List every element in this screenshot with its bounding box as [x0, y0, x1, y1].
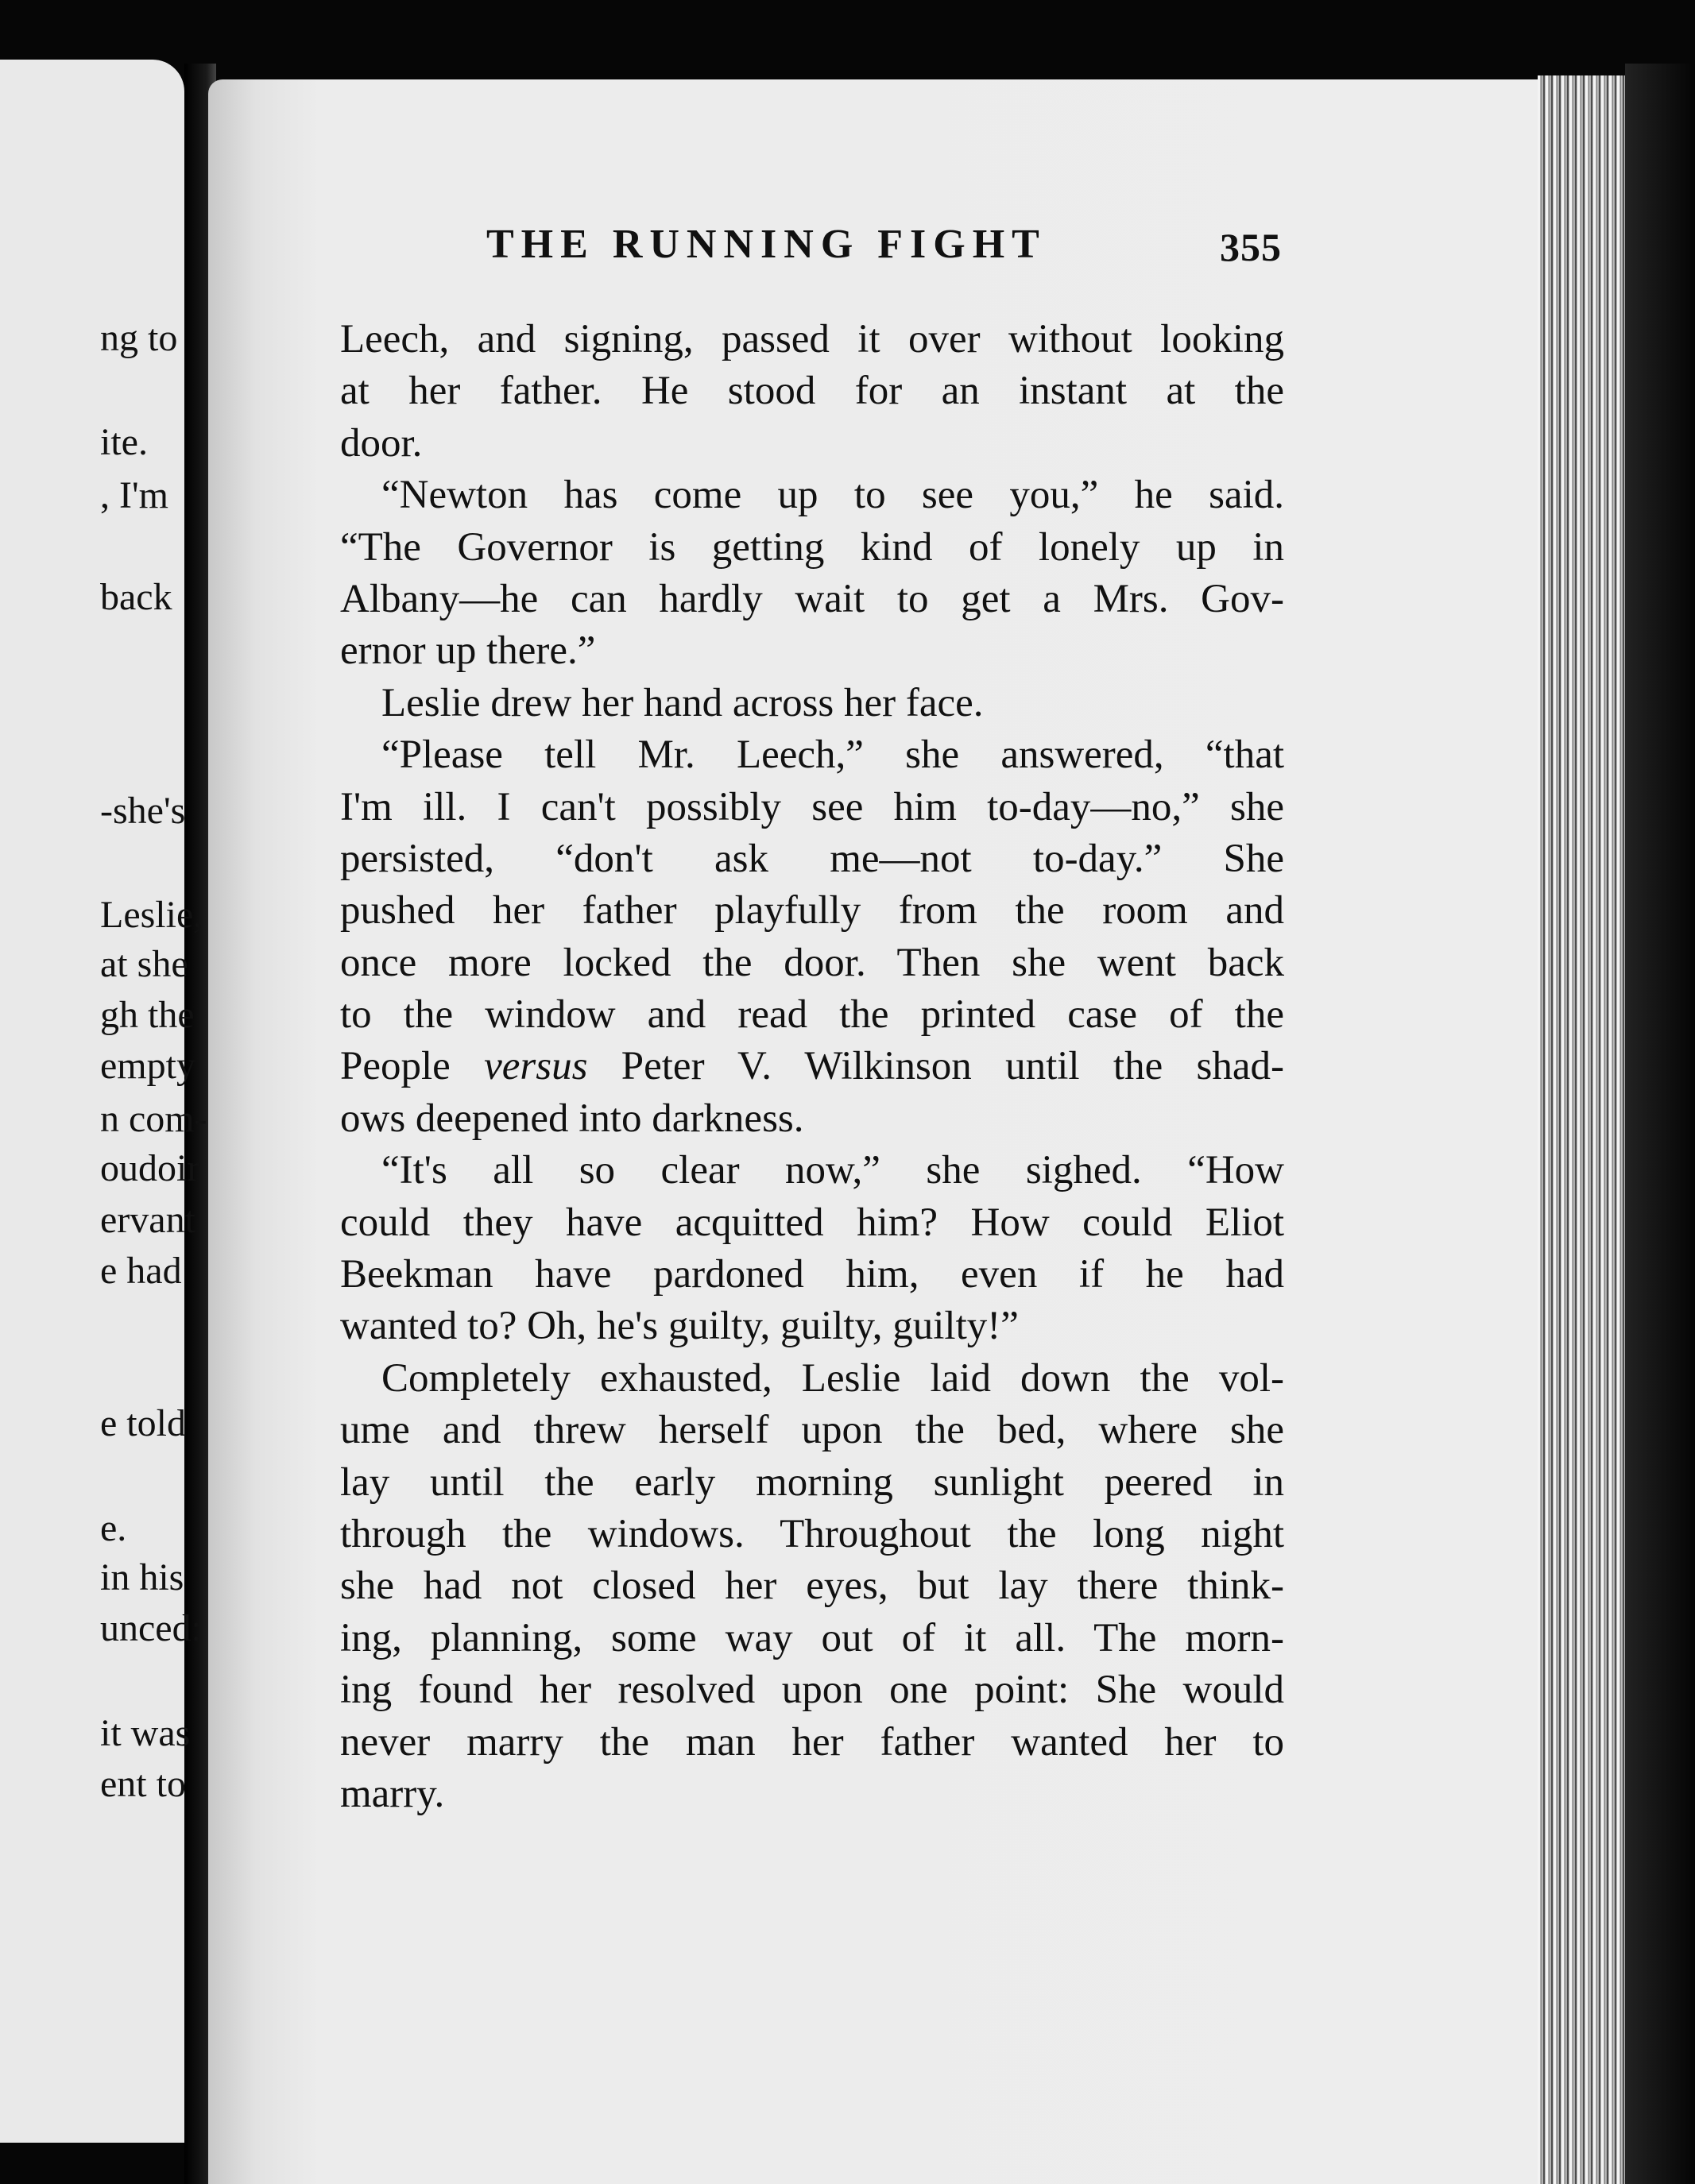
text-line: Beekman have pardoned him, even if he had: [340, 1252, 1284, 1297]
left-page-text: [0, 0, 207, 2184]
left-fragment: ervant: [100, 1199, 195, 1241]
text-line: lay until the early morning sunlight peered in: [340, 1459, 1284, 1505]
left-fragment: gh the: [100, 994, 195, 1036]
text-line: Leech, and signing, passed it over without looking: [340, 317, 1284, 361]
text-line: ing, planning, some way out of it all. The morn-: [340, 1615, 1284, 1660]
running-head: THE RUNNING FIGHT: [486, 222, 1047, 267]
text-line: through the windows. Throughout the long night: [340, 1511, 1284, 1556]
left-fragment: empty: [100, 1045, 195, 1087]
left-fragment: -she's: [100, 790, 186, 832]
text-line: “Newton has come up to see you,” he said.: [381, 473, 1284, 518]
left-fragment: back: [100, 576, 172, 618]
text-line: “The Governor is getting kind of lonely up in: [340, 524, 1284, 570]
text-line: Albany—he can hardly wait to get a Mrs. Gov-: [340, 576, 1284, 621]
text-line: to the window and read the printed case of the: [340, 992, 1284, 1038]
text-line: she had not closed her eyes, but lay there think-: [340, 1564, 1284, 1609]
text-line: door.: [340, 420, 423, 466]
text-line: People versus Peter V. Wilkinson until the shad-: [340, 1044, 1284, 1089]
text-line: I'm ill. I can't possibly see him to-day—no,” she: [340, 784, 1284, 829]
italic-word: versus: [484, 1044, 588, 1089]
text-line: could they have acquitted him? How could Eliot: [340, 1200, 1284, 1245]
text-line: at her father. He stood for an instant at the: [340, 369, 1284, 414]
left-fragment: e had: [100, 1250, 182, 1292]
text-line: persisted, “don't ask me—not to-day.” She: [340, 836, 1284, 881]
left-fragment: e.: [100, 1507, 127, 1549]
text-line: ows deepened into darkness.: [340, 1096, 804, 1141]
left-fragment: ng to: [100, 317, 178, 359]
text-line: “Please tell Mr. Leech,” she answered, “that: [381, 733, 1284, 778]
text-line: Leslie drew her hand across her face.: [381, 680, 984, 725]
text-line: Completely exhausted, Leslie laid down the vol-: [381, 1355, 1284, 1401]
left-fragment: n com-: [100, 1098, 207, 1140]
left-fragment: Leslie,: [100, 894, 203, 936]
text-line: pushed her father playfully from the room and: [340, 888, 1284, 934]
left-fragment: oudoir: [100, 1147, 200, 1189]
body-text: [340, 314, 1284, 1820]
left-fragment: e told: [100, 1402, 186, 1444]
left-fragment: it was: [100, 1712, 191, 1754]
edge-shadow: [1625, 64, 1695, 2184]
text-line: ume and threw herself upon the bed, where she: [340, 1408, 1284, 1453]
text-line: never marry the man her father wanted her to: [340, 1719, 1284, 1765]
left-fragment: , I'm: [100, 474, 168, 516]
page-number: 355: [1220, 225, 1282, 269]
left-fragment: ite.: [100, 421, 148, 463]
left-fragment: at she: [100, 943, 188, 985]
text-line: ing found her resolved upon one point: She would: [340, 1668, 1284, 1713]
text-line: ernor up there.”: [340, 628, 596, 674]
page-edges: [1538, 75, 1625, 2184]
text-line: marry.: [340, 1771, 445, 1816]
text-line: wanted to? Oh, he's guilty, guilty, guilty!”: [340, 1304, 1019, 1349]
text-line: “It's all so clear now,” she sighed. “How: [381, 1148, 1284, 1193]
left-fragment: unced:: [100, 1607, 202, 1649]
text-line: once more locked the door. Then she went back: [340, 940, 1284, 985]
left-fragment: in his: [100, 1556, 184, 1598]
left-fragment: ent to: [100, 1763, 186, 1805]
